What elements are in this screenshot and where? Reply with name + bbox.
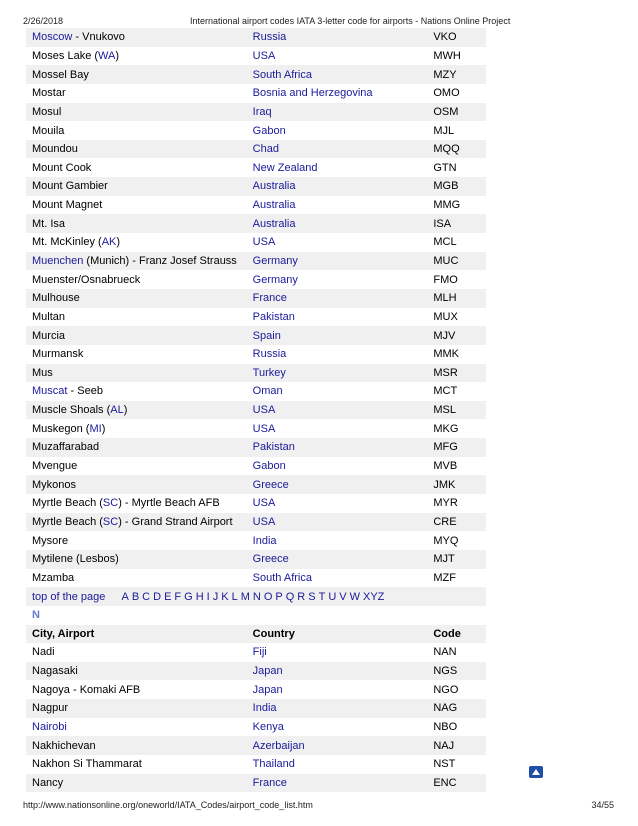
city-cell bbox=[26, 270, 247, 289]
country-cell bbox=[247, 736, 428, 755]
country-cell bbox=[247, 364, 428, 383]
country-cell bbox=[247, 457, 428, 476]
letter-link-e[interactable]: E bbox=[164, 590, 172, 603]
print-title: International airport codes IATA 3-letter code for airports - Nations Online Project bbox=[190, 16, 511, 26]
country-link[interactable]: Iraq bbox=[252, 105, 272, 118]
letter-link-u[interactable]: U bbox=[328, 590, 337, 603]
country-link[interactable]: Russia bbox=[252, 31, 287, 44]
code-cell: CRE bbox=[427, 513, 486, 532]
city-name: Nagoya - Komaki AFB bbox=[32, 683, 141, 696]
country-link[interactable]: Pakistan bbox=[252, 441, 295, 454]
city-cell bbox=[26, 65, 247, 84]
code-cell: FMO bbox=[433, 273, 458, 286]
state-link[interactable]: SC bbox=[102, 515, 119, 528]
city-cell bbox=[26, 326, 247, 345]
table-row bbox=[26, 513, 486, 532]
table-row bbox=[26, 252, 486, 271]
code-cell: MCT bbox=[433, 385, 458, 398]
country-link[interactable]: Gabon bbox=[252, 124, 286, 137]
city-name: Mosul bbox=[32, 105, 62, 118]
code-cell: NGO bbox=[433, 683, 459, 696]
code-cell: MFG bbox=[427, 438, 486, 457]
city-name: Multan bbox=[32, 310, 66, 323]
country-cell bbox=[247, 401, 428, 420]
state-link[interactable]: AL bbox=[110, 404, 124, 417]
state-link[interactable]: MI bbox=[89, 422, 102, 435]
city-cell bbox=[26, 662, 247, 681]
city-cell bbox=[26, 550, 247, 569]
city-cell bbox=[26, 475, 247, 494]
code-cell: MJL bbox=[433, 124, 455, 137]
code-cell: ENC bbox=[427, 774, 486, 793]
table-row bbox=[26, 326, 486, 345]
table-row bbox=[26, 158, 486, 177]
table-row bbox=[26, 662, 486, 681]
country-cell bbox=[247, 308, 428, 327]
city-cell bbox=[26, 513, 247, 532]
country-link[interactable]: Fiji bbox=[252, 646, 267, 659]
city-cell bbox=[26, 569, 247, 588]
country-link[interactable]: Oman bbox=[252, 385, 283, 398]
city-name: Myrtle Beach ( bbox=[32, 497, 103, 510]
city-name: Muenster/Osnabrueck bbox=[32, 273, 141, 286]
country-link[interactable]: Australia bbox=[252, 217, 296, 230]
city-cell bbox=[26, 401, 247, 420]
city-name: Myrtle Beach ( bbox=[32, 515, 103, 528]
code-cell: MSR bbox=[427, 364, 486, 383]
country-link[interactable]: Kenya bbox=[252, 721, 284, 734]
city-cell bbox=[26, 84, 247, 103]
table-row bbox=[26, 364, 486, 383]
code-cell: NST bbox=[433, 758, 456, 771]
city-link[interactable]: Moscow bbox=[32, 31, 73, 44]
country-link[interactable]: USA bbox=[252, 497, 276, 510]
country-link[interactable]: Australia bbox=[252, 199, 296, 212]
country-link[interactable]: Azerbaijan bbox=[252, 739, 305, 752]
table-row bbox=[26, 736, 486, 755]
country-cell bbox=[247, 513, 428, 532]
letter-link-g[interactable]: G bbox=[184, 590, 193, 603]
code-cell: MUC bbox=[427, 252, 486, 271]
city-name: Nagasaki bbox=[32, 665, 78, 678]
country-link[interactable]: France bbox=[252, 292, 287, 305]
city-link[interactable]: Muenchen bbox=[32, 255, 84, 267]
city-name: Mulhouse bbox=[32, 292, 80, 305]
city-name: Nancy bbox=[32, 776, 64, 789]
table-row bbox=[26, 28, 486, 47]
city-cell bbox=[26, 121, 247, 140]
city-suffix: ) bbox=[116, 236, 121, 249]
n-section-rows bbox=[26, 643, 486, 792]
table-row bbox=[26, 531, 486, 550]
country-cell bbox=[247, 177, 428, 196]
code-cell: MMK bbox=[433, 348, 460, 361]
table-row bbox=[26, 308, 486, 327]
code-cell: GTN bbox=[433, 161, 457, 174]
city-cell bbox=[26, 196, 247, 215]
country-link[interactable]: USA bbox=[252, 49, 276, 62]
city-name: Muscle Shoals ( bbox=[32, 404, 111, 417]
letter-link-v[interactable]: V bbox=[339, 590, 347, 603]
table-row bbox=[26, 65, 486, 84]
country-link[interactable]: Spain bbox=[252, 329, 281, 342]
city-cell bbox=[26, 736, 247, 755]
city-cell bbox=[26, 457, 247, 476]
country-link[interactable]: Greece bbox=[252, 478, 289, 491]
city-name: Nagpur bbox=[32, 702, 69, 715]
city-link[interactable]: Nairobi bbox=[32, 721, 67, 734]
city-suffix: ) bbox=[101, 422, 106, 435]
city-suffix: ) bbox=[123, 404, 128, 417]
table-row bbox=[26, 401, 486, 420]
country-cell bbox=[247, 252, 428, 271]
city-name: Mvengue bbox=[32, 460, 78, 473]
code-cell: MYR bbox=[433, 497, 458, 510]
city-suffix: - Vnukovo bbox=[72, 31, 125, 44]
code-cell: MLH bbox=[427, 289, 486, 308]
city-cell bbox=[26, 494, 247, 513]
table-row bbox=[26, 177, 486, 196]
table-row bbox=[26, 103, 486, 122]
state-link[interactable]: SC bbox=[102, 497, 119, 510]
letter-link-n[interactable]: N bbox=[252, 590, 261, 603]
code-cell: MMG bbox=[433, 199, 461, 212]
letter-link-a[interactable]: A bbox=[121, 590, 129, 603]
city-cell bbox=[26, 680, 247, 699]
city-name: Mostar bbox=[32, 87, 66, 100]
country-link[interactable]: South Africa bbox=[252, 68, 312, 81]
letter-link-d[interactable]: D bbox=[153, 590, 162, 603]
city-name: Nakhichevan bbox=[32, 739, 96, 752]
city-cell bbox=[26, 214, 247, 233]
letter-link-w[interactable]: W bbox=[349, 590, 360, 603]
country-link[interactable]: Japan bbox=[252, 665, 283, 678]
code-cell: MZF bbox=[433, 571, 456, 584]
country-cell bbox=[247, 65, 428, 84]
table-row bbox=[26, 233, 486, 252]
country-link[interactable]: USA bbox=[252, 236, 276, 249]
top-of-page-link[interactable]: top of the page bbox=[32, 590, 106, 603]
city-cell bbox=[26, 531, 247, 550]
city-name: Muzaffarabad bbox=[32, 441, 100, 454]
airport-code-table bbox=[26, 28, 486, 792]
city-suffix: - Seeb bbox=[67, 385, 103, 398]
table-row bbox=[26, 289, 486, 308]
table-row bbox=[26, 196, 486, 215]
section-letter-row bbox=[26, 606, 486, 625]
table-row bbox=[26, 214, 486, 233]
table-row bbox=[26, 699, 486, 718]
city-cell bbox=[26, 158, 247, 177]
col-country-header: Country bbox=[247, 625, 428, 644]
country-cell bbox=[247, 28, 428, 47]
city-cell bbox=[26, 177, 247, 196]
letter-link-t[interactable]: T bbox=[318, 590, 326, 603]
country-cell bbox=[247, 531, 428, 550]
city-cell bbox=[26, 233, 247, 252]
table-row bbox=[26, 569, 486, 588]
country-cell bbox=[247, 270, 428, 289]
letter-link-c[interactable]: C bbox=[142, 590, 151, 603]
country-cell bbox=[247, 140, 428, 159]
country-link[interactable]: Chad bbox=[252, 143, 279, 156]
country-cell bbox=[247, 662, 428, 681]
letter-links bbox=[121, 591, 387, 603]
country-link[interactable]: USA bbox=[252, 515, 276, 528]
city-cell bbox=[26, 47, 247, 66]
table-row bbox=[26, 345, 486, 364]
table-row bbox=[26, 270, 486, 289]
table-row bbox=[26, 718, 486, 737]
country-link[interactable]: Japan bbox=[252, 683, 283, 696]
city-cell bbox=[26, 345, 247, 364]
country-cell bbox=[247, 214, 428, 233]
code-cell: NBO bbox=[433, 721, 458, 734]
city-suffix: (Munich) - Franz Josef Strauss bbox=[83, 255, 237, 267]
city-cell bbox=[26, 643, 247, 662]
table-row bbox=[26, 47, 486, 66]
city-cell bbox=[26, 28, 247, 47]
table-row bbox=[26, 438, 486, 457]
city-cell bbox=[26, 774, 247, 793]
country-cell bbox=[247, 84, 428, 103]
country-cell bbox=[247, 699, 428, 718]
city-cell bbox=[26, 382, 247, 401]
country-link[interactable]: Thailand bbox=[252, 758, 295, 771]
code-cell: NAJ bbox=[427, 736, 486, 755]
letter-link-p[interactable]: P bbox=[275, 590, 283, 603]
country-cell bbox=[247, 438, 428, 457]
code-cell: MSL bbox=[427, 401, 486, 420]
country-cell bbox=[247, 494, 428, 513]
code-cell: MYQ bbox=[433, 534, 459, 547]
code-cell: VKO bbox=[427, 28, 486, 47]
city-name: Mzamba bbox=[32, 571, 75, 584]
letter-link-l[interactable]: L bbox=[231, 590, 238, 603]
letter-link-xyz[interactable]: XYZ bbox=[363, 590, 385, 603]
state-link[interactable]: WA bbox=[98, 49, 116, 62]
country-cell bbox=[247, 755, 428, 774]
code-cell: MVB bbox=[433, 460, 458, 473]
letter-link-h[interactable]: H bbox=[195, 590, 204, 603]
code-cell: MKG bbox=[433, 422, 459, 435]
country-cell bbox=[247, 345, 428, 364]
code-cell: JMK bbox=[427, 475, 486, 494]
col-code-header: Code bbox=[427, 625, 486, 644]
table-row bbox=[26, 680, 486, 699]
table-row bbox=[26, 140, 486, 159]
m-section-rows bbox=[26, 28, 486, 587]
city-name: Mysore bbox=[32, 534, 69, 547]
country-link[interactable]: Gabon bbox=[252, 460, 286, 473]
country-link[interactable]: India bbox=[252, 702, 277, 715]
city-name: Mount Gambier bbox=[32, 180, 108, 193]
page-number: 34/55 bbox=[591, 800, 614, 810]
code-cell: MJT bbox=[427, 550, 486, 569]
code-cell: NGS bbox=[427, 662, 486, 681]
city-name: Nadi bbox=[32, 646, 55, 659]
page-url: http://www.nationsonline.org/oneworld/IATA_Codes/airport_code_list.htm bbox=[23, 800, 313, 810]
country-cell bbox=[247, 419, 428, 438]
city-name: Moundou bbox=[32, 143, 78, 156]
country-link[interactable]: Greece bbox=[252, 553, 289, 566]
city-cell bbox=[26, 103, 247, 122]
table-row bbox=[26, 419, 486, 438]
city-name: Moses Lake ( bbox=[32, 49, 99, 62]
city-cell bbox=[26, 699, 247, 718]
code-cell: MZY bbox=[427, 65, 486, 84]
country-link[interactable]: South Africa bbox=[252, 571, 312, 584]
nav-row bbox=[26, 587, 486, 606]
city-suffix: ) - Myrtle Beach AFB bbox=[118, 497, 220, 510]
country-cell bbox=[247, 326, 428, 345]
country-cell bbox=[247, 718, 428, 737]
city-cell bbox=[26, 419, 247, 438]
country-cell bbox=[247, 121, 428, 140]
letter-navigation bbox=[26, 587, 486, 606]
print-date: 2/26/2018 bbox=[23, 16, 64, 26]
code-cell: OMO bbox=[433, 87, 460, 100]
city-cell bbox=[26, 364, 247, 383]
code-cell: MUX bbox=[433, 310, 458, 323]
country-cell bbox=[247, 680, 428, 699]
table-row bbox=[26, 84, 486, 103]
city-cell bbox=[26, 308, 247, 327]
country-cell bbox=[247, 382, 428, 401]
table-row bbox=[26, 755, 486, 774]
letter-link-j[interactable]: J bbox=[212, 590, 219, 603]
country-cell bbox=[247, 233, 428, 252]
city-cell bbox=[26, 140, 247, 159]
column-header-row bbox=[26, 625, 486, 644]
letter-link-k[interactable]: K bbox=[221, 590, 229, 603]
city-name: Mus bbox=[32, 366, 53, 379]
letter-link-b[interactable]: B bbox=[131, 590, 140, 603]
col-city-header: City, Airport bbox=[26, 625, 247, 644]
city-cell bbox=[26, 718, 247, 737]
country-link[interactable]: India bbox=[252, 534, 277, 547]
code-cell: MQQ bbox=[427, 140, 486, 159]
table-row bbox=[26, 774, 486, 793]
city-name: Mt. Isa bbox=[32, 217, 66, 230]
letter-link-r[interactable]: R bbox=[297, 590, 306, 603]
code-cell: ISA bbox=[427, 214, 486, 233]
country-cell bbox=[247, 196, 428, 215]
city-suffix: ) - Grand Strand Airport bbox=[118, 515, 233, 528]
code-cell: MCL bbox=[433, 236, 457, 249]
letter-link-o[interactable]: O bbox=[263, 590, 273, 603]
city-name: Mytilene (Lesbos) bbox=[32, 553, 119, 566]
city-name: Nakhon Si Thammarat bbox=[32, 758, 142, 771]
table-row bbox=[26, 382, 486, 401]
code-cell: OSM bbox=[427, 103, 486, 122]
country-cell bbox=[247, 47, 428, 66]
city-cell bbox=[26, 252, 247, 271]
country-link[interactable]: France bbox=[252, 776, 287, 789]
city-cell bbox=[26, 755, 247, 774]
country-link[interactable]: Australia bbox=[252, 180, 296, 193]
letter-link-s[interactable]: S bbox=[308, 590, 316, 603]
table-row bbox=[26, 550, 486, 569]
city-cell bbox=[26, 289, 247, 308]
code-cell: MWH bbox=[433, 49, 461, 62]
country-link[interactable]: USA bbox=[252, 404, 276, 417]
letter-link-i[interactable]: I bbox=[206, 590, 210, 603]
country-link[interactable]: Germany bbox=[252, 273, 298, 286]
country-cell bbox=[247, 774, 428, 793]
city-name: Murcia bbox=[32, 329, 66, 342]
city-name: Murmansk bbox=[32, 348, 84, 361]
city-name: Muskegon ( bbox=[32, 422, 90, 435]
print-header bbox=[0, 0, 638, 28]
table-row bbox=[26, 643, 486, 662]
country-link[interactable]: Bosnia and Herzegovina bbox=[252, 87, 373, 100]
city-link[interactable]: Muscat bbox=[32, 385, 68, 398]
table-row bbox=[26, 475, 486, 494]
city-name: Mt. McKinley ( bbox=[32, 236, 102, 249]
code-cell: NAG bbox=[427, 699, 486, 718]
country-cell bbox=[247, 550, 428, 569]
country-cell bbox=[247, 158, 428, 177]
city-name: Mossel Bay bbox=[32, 68, 89, 81]
code-cell: MGB bbox=[427, 177, 486, 196]
letter-link-f[interactable]: F bbox=[174, 590, 182, 603]
country-cell bbox=[247, 569, 428, 588]
letter-link-q[interactable]: Q bbox=[285, 590, 295, 603]
country-cell bbox=[247, 475, 428, 494]
city-name: Mount Magnet bbox=[32, 199, 103, 212]
table-row bbox=[26, 457, 486, 476]
code-cell: NAN bbox=[433, 646, 457, 659]
city-name: Mouila bbox=[32, 124, 65, 137]
city-name: Mount Cook bbox=[32, 161, 92, 174]
city-suffix: ) bbox=[115, 49, 120, 62]
country-cell bbox=[247, 289, 428, 308]
country-link[interactable]: Pakistan bbox=[252, 310, 295, 323]
country-cell bbox=[247, 103, 428, 122]
table-row bbox=[26, 121, 486, 140]
section-letter: N bbox=[32, 609, 40, 622]
print-footer bbox=[0, 800, 638, 826]
letter-link-m[interactable]: M bbox=[240, 590, 250, 603]
city-name: Mykonos bbox=[32, 478, 77, 491]
state-link[interactable]: AK bbox=[101, 236, 117, 249]
country-cell bbox=[247, 643, 428, 662]
table-row bbox=[26, 494, 486, 513]
country-link[interactable]: Turkey bbox=[252, 366, 286, 379]
country-link[interactable]: Russia bbox=[252, 348, 287, 361]
code-cell: MJV bbox=[427, 326, 486, 345]
country-link[interactable]: New Zealand bbox=[252, 161, 318, 174]
city-cell bbox=[26, 438, 247, 457]
up-arrow-icon[interactable] bbox=[529, 766, 543, 778]
country-link[interactable]: Germany bbox=[252, 255, 298, 267]
country-link[interactable]: USA bbox=[252, 422, 276, 435]
